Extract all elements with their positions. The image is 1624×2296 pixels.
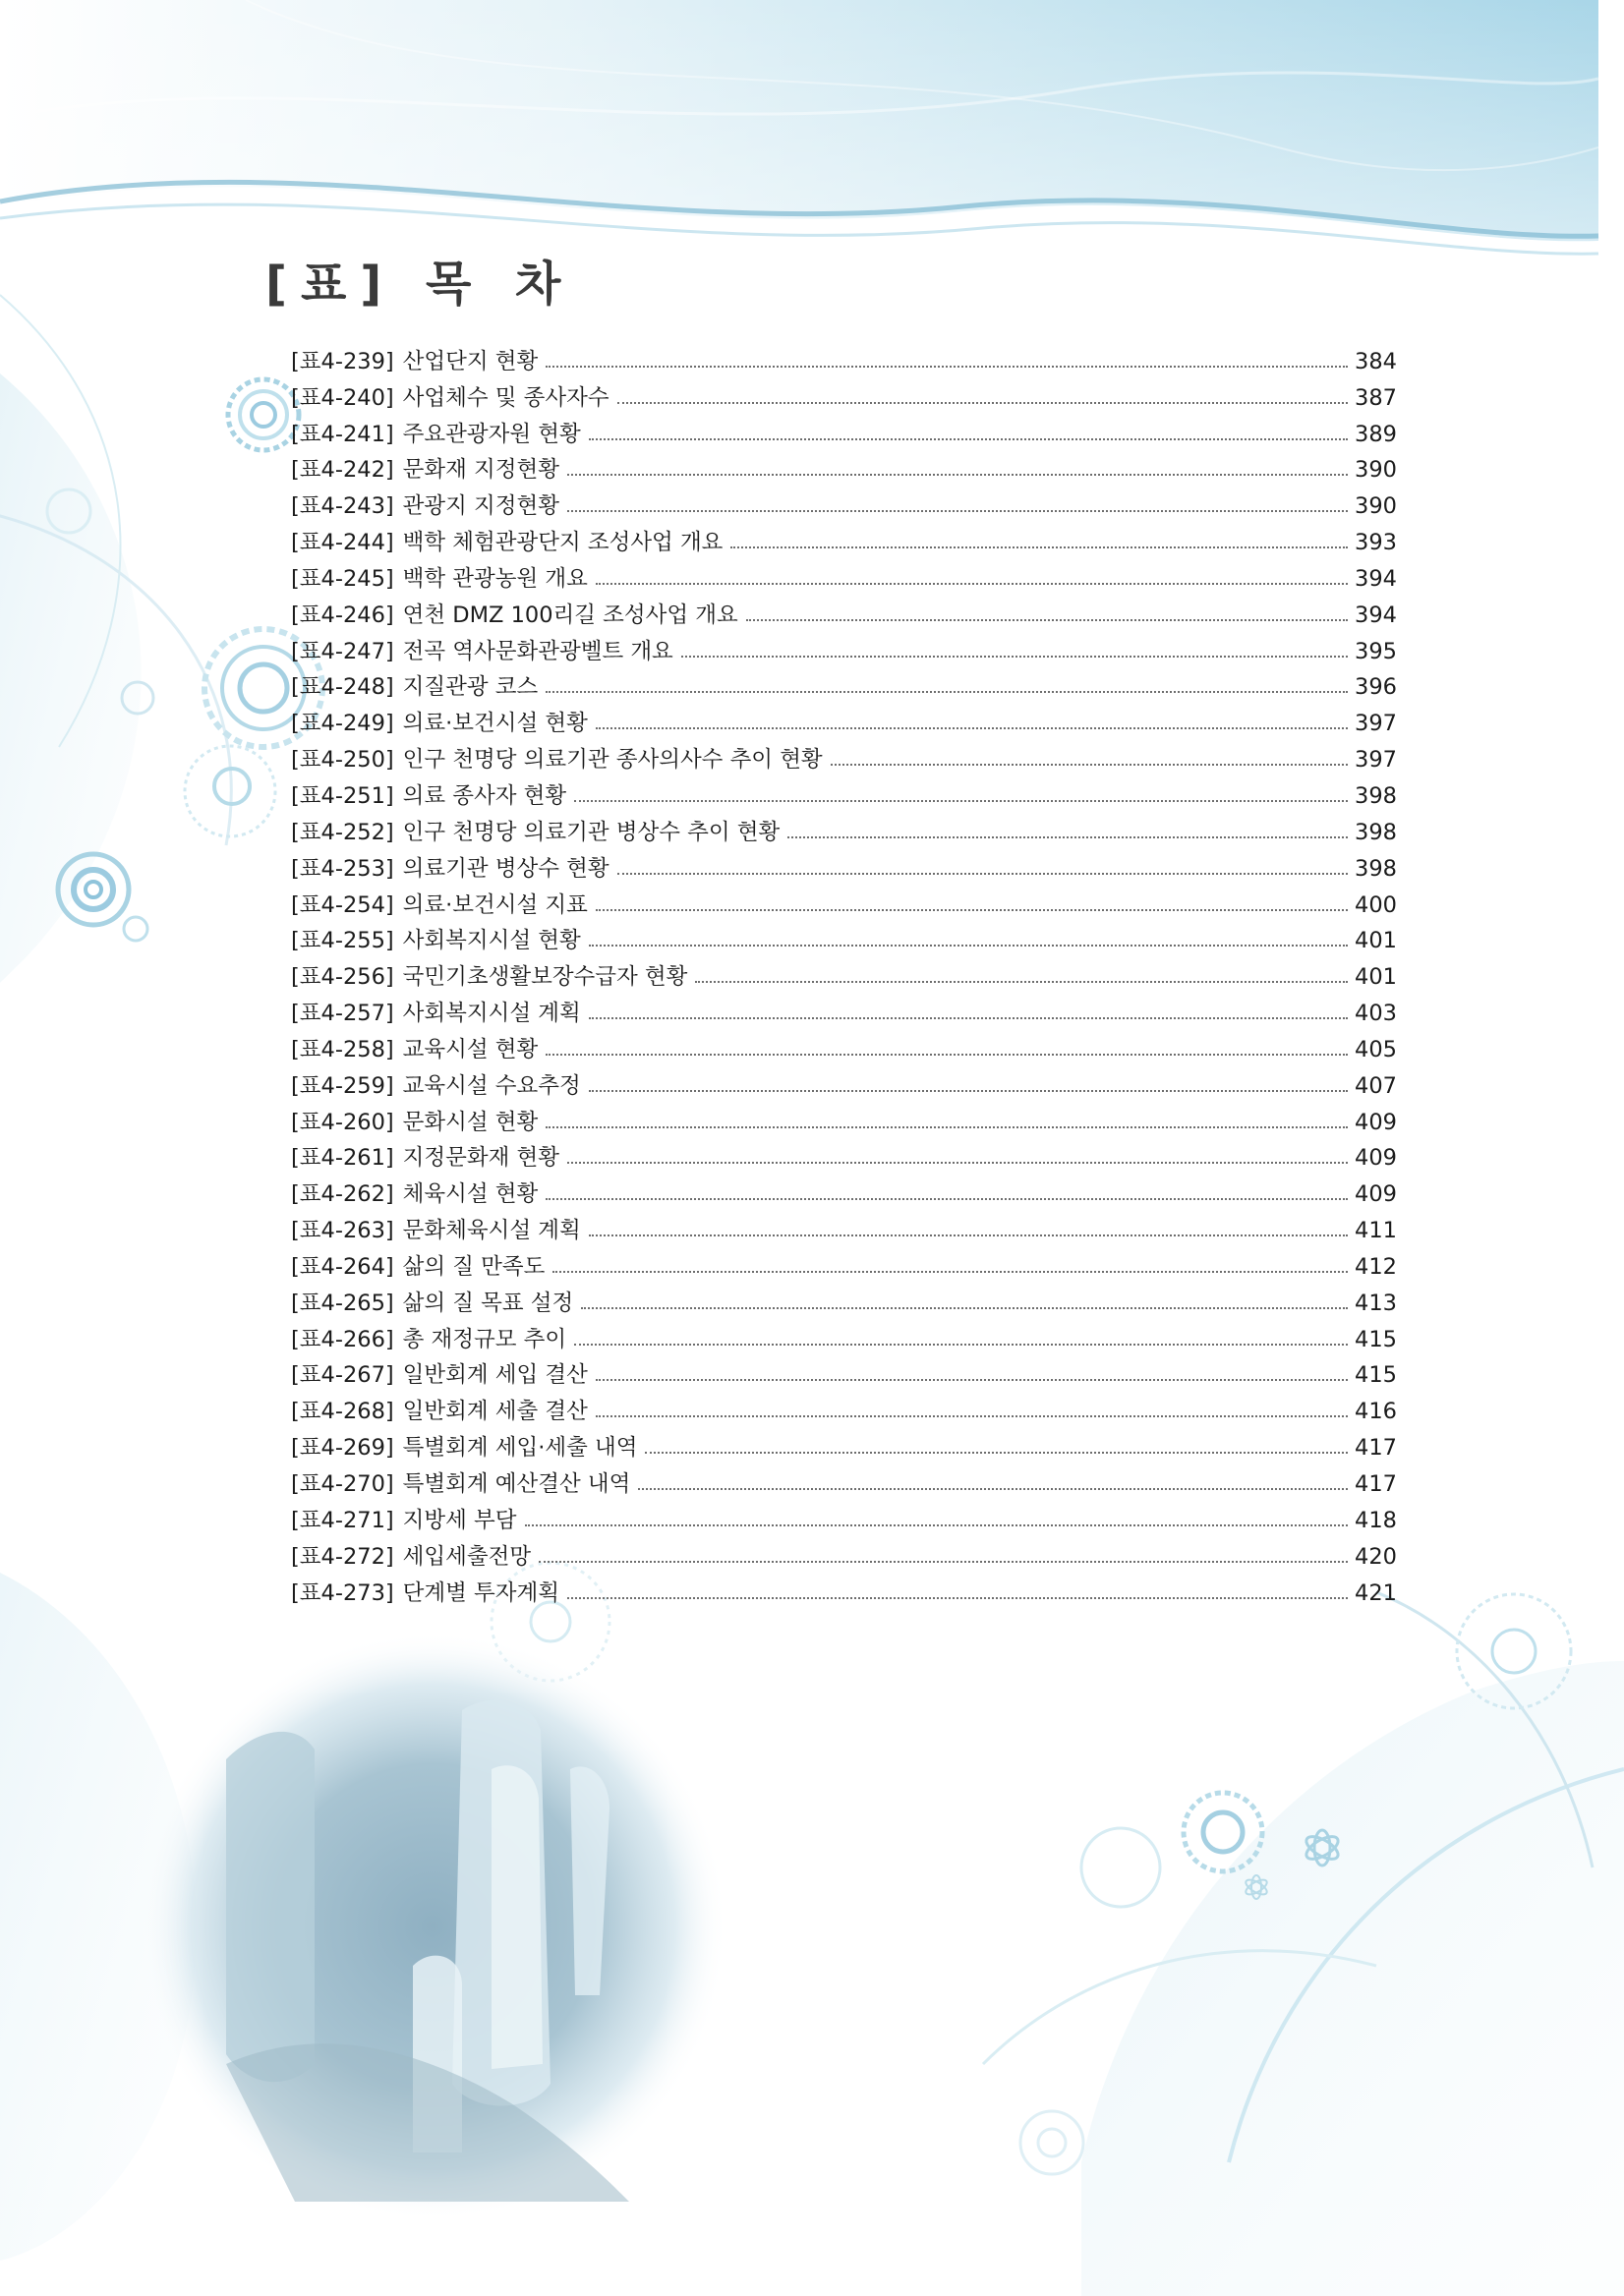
toc-entry-code: [표4-249] [291, 711, 394, 737]
toc-entry[interactable] [291, 1426, 1397, 1463]
toc-entry-code: [표4-273] [291, 1579, 394, 1606]
toc-entry-code: [표4-251] [291, 782, 394, 809]
toc-entry-title: 관광지 지정현황 [402, 493, 559, 520]
toc-dot-leader [539, 1561, 1348, 1563]
toc-entry-code: [표4-262] [291, 1181, 394, 1208]
ice-cave-photo [138, 1632, 727, 2221]
toc-entry-code: [표4-261] [291, 1145, 394, 1172]
toc-entry-page-number: 398 [1355, 855, 1397, 882]
toc-entry-page-number: 409 [1355, 1145, 1397, 1172]
toc-entry[interactable] [291, 1101, 1397, 1137]
toc-entry-page-number: 395 [1355, 638, 1397, 664]
toc-dot-leader [695, 981, 1348, 983]
toc-entry[interactable] [291, 955, 1397, 992]
toc-dot-leader [581, 1307, 1348, 1309]
toc-entry-page-number: 407 [1355, 1072, 1397, 1099]
toc-entry-title: 백학 체험관광단지 조성사업 개요 [402, 530, 724, 556]
toc-dot-leader [831, 764, 1348, 766]
toc-entry[interactable] [291, 1137, 1397, 1174]
toc-entry-title: 사업체수 및 종사자수 [402, 384, 609, 411]
toc-entry-title: 의료 종사자 현황 [402, 782, 567, 809]
toc-entry[interactable] [291, 1354, 1397, 1391]
toc-entry-page-number: 413 [1355, 1290, 1397, 1316]
toc-entry-code: [표4-244] [291, 530, 394, 556]
toc-entry-page-number: 394 [1355, 565, 1397, 592]
toc-dot-leader [596, 727, 1348, 729]
toc-entry-title: 체육시설 현황 [402, 1181, 539, 1208]
toc-dot-leader [617, 402, 1348, 404]
toc-entry-code: [표4-255] [291, 928, 394, 954]
toc-entry-page-number: 418 [1355, 1507, 1397, 1533]
toc-dot-leader [596, 909, 1348, 911]
toc-entry-code: [표4-248] [291, 674, 394, 701]
toc-entry[interactable] [291, 1318, 1397, 1354]
toc-dot-leader [574, 800, 1348, 802]
toc-entry-code: [표4-254] [291, 891, 394, 918]
toc-entry-title: 지질관광 코스 [402, 674, 539, 701]
toc-entry-page-number: 417 [1355, 1435, 1397, 1462]
page-title: [표] 목 차 [265, 257, 575, 312]
toc-entry-page-number: 415 [1355, 1362, 1397, 1389]
toc-entry[interactable] [291, 340, 1397, 376]
toc-entry[interactable] [291, 1245, 1397, 1282]
toc-entry-code: [표4-263] [291, 1218, 394, 1244]
toc-entry[interactable] [291, 920, 1397, 956]
toc-dot-leader [546, 1054, 1348, 1056]
toc-entry-title: 주요관광자원 현황 [402, 421, 581, 447]
toc-dot-leader [746, 619, 1348, 621]
header-banner [0, 0, 1598, 263]
toc-entry-title: 특별회계 예산결산 내역 [402, 1471, 631, 1497]
toc-dot-leader [546, 1126, 1348, 1128]
toc-entry[interactable] [291, 775, 1397, 811]
toc-entry-code: [표4-242] [291, 457, 394, 484]
toc-entry[interactable] [291, 1064, 1397, 1101]
toc-entry-page-number: 420 [1355, 1543, 1397, 1570]
toc-entry-code: [표4-246] [291, 602, 394, 628]
toc-dot-leader [546, 691, 1348, 693]
toc-entry-code: [표4-269] [291, 1435, 394, 1462]
toc-entry-title: 삶의 질 목표 설정 [402, 1290, 574, 1316]
toc-entry-title: 사회복지시설 계획 [402, 1001, 581, 1027]
toc-entry-title: 단계별 투자계획 [402, 1579, 559, 1606]
toc-dot-leader [617, 873, 1348, 875]
toc-entry[interactable] [291, 376, 1397, 413]
toc-entry-title: 사회복지시설 현황 [402, 928, 581, 954]
toc-entry-code: [표4-267] [291, 1362, 394, 1389]
toc-entry[interactable] [291, 1173, 1397, 1209]
toc-entry-title: 의료·보건시설 지표 [402, 891, 588, 918]
toc-entry-page-number: 400 [1355, 891, 1397, 918]
toc-entry[interactable] [291, 1390, 1397, 1426]
toc-entry[interactable] [291, 847, 1397, 884]
toc-entry-page-number: 396 [1355, 674, 1397, 701]
toc-entry[interactable] [291, 884, 1397, 920]
toc-dot-leader [681, 656, 1348, 658]
toc-entry-title: 교육시설 수요추정 [402, 1072, 581, 1099]
toc-dot-leader [589, 1090, 1348, 1092]
toc-entry-title: 세입세출전망 [402, 1543, 532, 1570]
toc-entry[interactable] [291, 485, 1397, 521]
toc-entry-code: [표4-270] [291, 1471, 394, 1497]
toc-dot-leader [589, 945, 1348, 947]
toc-entry-page-number: 390 [1355, 493, 1397, 520]
toc-entry-code: [표4-272] [291, 1543, 394, 1570]
toc-entry-title: 지정문화재 현황 [402, 1145, 559, 1172]
toc-entry-page-number: 401 [1355, 964, 1397, 991]
toc-entry-page-number: 409 [1355, 1181, 1397, 1208]
toc-entry-code: [표4-264] [291, 1253, 394, 1280]
toc-entry-title: 문화체육시설 계획 [402, 1218, 581, 1244]
toc-entry-title: 문화시설 현황 [402, 1109, 539, 1135]
toc-entry-title: 교육시설 현황 [402, 1036, 539, 1062]
toc-dot-leader [645, 1452, 1348, 1454]
toc-entry-title: 인구 천명당 의료기관 종사의사수 추이 현황 [402, 747, 823, 774]
toc-entry[interactable] [291, 702, 1397, 738]
toc-entry-title: 백학 관광농원 개요 [402, 565, 588, 592]
toc-entry-code: [표4-271] [291, 1507, 394, 1533]
toc-entry-code: [표4-268] [291, 1399, 394, 1425]
toc-entry-title: 일반회계 세출 결산 [402, 1399, 588, 1425]
toc-entry-page-number: 416 [1355, 1399, 1397, 1425]
toc-entry-code: [표4-247] [291, 638, 394, 664]
toc-entry-page-number: 421 [1355, 1579, 1397, 1606]
toc-entry-page-number: 390 [1355, 457, 1397, 484]
toc-entry-page-number: 411 [1355, 1218, 1397, 1244]
toc-dot-leader [567, 510, 1348, 512]
toc-entry-title: 연천 DMZ 100리길 조성사업 개요 [402, 602, 738, 628]
toc-entry-code: [표4-259] [291, 1072, 394, 1099]
toc-entry-title: 산업단지 현황 [402, 348, 539, 374]
toc-entry-title: 총 재정규모 추이 [402, 1326, 567, 1352]
toc-entry-code: [표4-241] [291, 421, 394, 447]
toc-dot-leader [567, 1162, 1348, 1164]
toc-dot-leader [787, 836, 1348, 838]
toc-dot-leader [596, 1379, 1348, 1381]
toc-entry[interactable] [291, 413, 1397, 449]
toc-dot-leader [596, 1415, 1348, 1417]
toc-entry[interactable] [291, 1535, 1397, 1572]
toc-entry-code: [표4-252] [291, 819, 394, 845]
toc-dot-leader [552, 1271, 1348, 1273]
toc-entry-title: 국민기초생활보장수급자 현황 [402, 964, 688, 991]
toc-dot-leader [589, 1017, 1348, 1019]
toc-entry[interactable] [291, 557, 1397, 594]
toc-entry-title: 삶의 질 만족도 [402, 1253, 546, 1280]
toc-entry-title: 인구 천명당 의료기관 병상수 추이 현황 [402, 819, 781, 845]
toc-entry[interactable] [291, 738, 1397, 775]
toc-dot-leader [596, 583, 1348, 585]
toc-entry-code: [표4-260] [291, 1109, 394, 1135]
toc-entry-code: [표4-256] [291, 964, 394, 991]
toc-dot-leader [525, 1524, 1349, 1526]
toc-entry[interactable] [291, 1209, 1397, 1245]
toc-entry-page-number: 394 [1355, 602, 1397, 628]
toc-entry-title: 지방세 부담 [402, 1507, 517, 1533]
toc-entry-code: [표4-258] [291, 1036, 394, 1062]
toc-entry-page-number: 387 [1355, 384, 1397, 411]
toc-entry-page-number: 417 [1355, 1471, 1397, 1497]
toc-entry-page-number: 397 [1355, 711, 1397, 737]
toc-dot-leader [638, 1488, 1348, 1490]
toc-entry-title: 일반회계 세입 결산 [402, 1362, 588, 1389]
toc-entry-page-number: 398 [1355, 782, 1397, 809]
toc-entry[interactable] [291, 811, 1397, 847]
toc-entry[interactable] [291, 1282, 1397, 1318]
toc-entry[interactable] [291, 1028, 1397, 1064]
toc-entry-page-number: 389 [1355, 421, 1397, 447]
toc-entry[interactable] [291, 521, 1397, 557]
toc-entry-title: 문화재 지정현황 [402, 457, 559, 484]
toc-entry-code: [표4-239] [291, 348, 394, 374]
toc-entry-page-number: 409 [1355, 1109, 1397, 1135]
toc-entry[interactable] [291, 594, 1397, 630]
toc-list [291, 340, 1397, 1608]
toc-entry-page-number: 401 [1355, 928, 1397, 954]
toc-entry[interactable] [291, 1499, 1397, 1535]
toc-entry[interactable] [291, 992, 1397, 1028]
right-swirl-decoration [983, 1592, 1624, 2296]
toc-dot-leader [574, 1344, 1348, 1346]
toc-entry-page-number: 384 [1355, 348, 1397, 374]
toc-entry-code: [표4-266] [291, 1326, 394, 1352]
toc-entry-page-number: 405 [1355, 1036, 1397, 1062]
toc-entry-page-number: 397 [1355, 747, 1397, 774]
toc-entry-page-number: 398 [1355, 819, 1397, 845]
toc-dot-leader [730, 546, 1348, 548]
toc-entry-title: 전곡 역사문화관광벨트 개요 [402, 638, 673, 664]
toc-entry-page-number: 412 [1355, 1253, 1397, 1280]
toc-entry-page-number: 393 [1355, 530, 1397, 556]
toc-entry-code: [표4-265] [291, 1290, 394, 1316]
toc-entry-code: [표4-257] [291, 1001, 394, 1027]
toc-entry-code: [표4-245] [291, 565, 394, 592]
toc-dot-leader [567, 474, 1348, 476]
toc-entry-code: [표4-253] [291, 855, 394, 882]
toc-entry[interactable] [291, 666, 1397, 703]
toc-dot-leader [546, 366, 1348, 368]
toc-dot-leader [567, 1597, 1348, 1599]
toc-dot-leader [589, 438, 1348, 440]
toc-entry-title: 특별회계 세입·세출 내역 [402, 1435, 638, 1462]
toc-entry-title: 의료기관 병상수 현황 [402, 855, 609, 882]
toc-entry[interactable] [291, 1463, 1397, 1499]
toc-entry-code: [표4-243] [291, 493, 394, 520]
toc-dot-leader [546, 1198, 1348, 1200]
toc-entry[interactable] [291, 1572, 1397, 1608]
toc-dot-leader [589, 1234, 1348, 1236]
toc-entry[interactable] [291, 630, 1397, 666]
toc-entry-code: [표4-250] [291, 747, 394, 774]
toc-entry-code: [표4-240] [291, 384, 394, 411]
toc-entry-title: 의료·보건시설 현황 [402, 711, 588, 737]
toc-entry-page-number: 415 [1355, 1326, 1397, 1352]
toc-entry-page-number: 403 [1355, 1001, 1397, 1027]
toc-entry[interactable] [291, 449, 1397, 486]
